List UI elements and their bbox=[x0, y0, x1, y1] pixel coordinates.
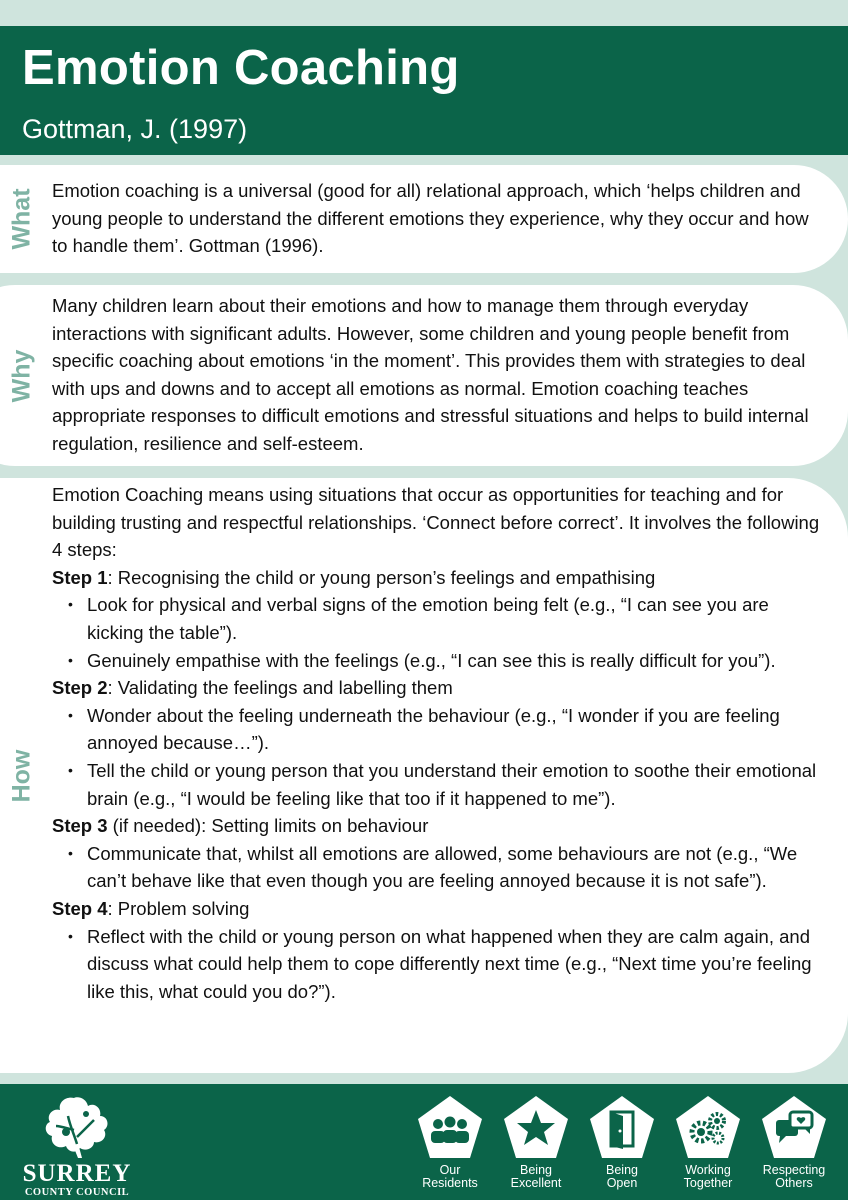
step-title: : Problem solving bbox=[107, 897, 250, 919]
step-3-heading bbox=[52, 812, 822, 840]
step-1-list bbox=[52, 591, 822, 674]
value-label-line1: Respecting bbox=[762, 1163, 826, 1177]
value-label-line1: Our bbox=[439, 1163, 461, 1177]
value-being-excellent bbox=[496, 1094, 576, 1200]
value-working-together bbox=[668, 1094, 748, 1200]
surrey-logo bbox=[22, 1092, 132, 1196]
value-label-line2: Excellent bbox=[510, 1176, 562, 1190]
step-title: : Validating the feelings and labelling them bbox=[107, 677, 453, 699]
step-3-list bbox=[52, 840, 822, 895]
residents-icon bbox=[416, 1094, 484, 1160]
value-label-line2: Others bbox=[775, 1176, 813, 1190]
step-2-heading bbox=[52, 674, 822, 702]
page-subtitle: Gottman, J. (1997) bbox=[22, 114, 248, 144]
list-item: • Genuinely empathise with the feelings (e.g., “I can see this is really difficult for you”). bbox=[52, 647, 822, 675]
step-label: Step 3 bbox=[52, 815, 108, 837]
logo-subtext: COUNTY COUNCIL bbox=[24, 1187, 130, 1198]
value-being-open bbox=[582, 1094, 662, 1200]
value-label-line1: Being bbox=[606, 1163, 638, 1177]
value-respecting-others bbox=[754, 1094, 834, 1200]
value-our-residents bbox=[410, 1094, 490, 1200]
what-label: What bbox=[7, 188, 36, 250]
step-4-heading bbox=[52, 895, 822, 923]
step-label: Step 1 bbox=[52, 566, 108, 588]
gears-icon bbox=[674, 1094, 742, 1160]
oak-leaf-icon bbox=[22, 1092, 132, 1158]
open-door-icon bbox=[588, 1094, 656, 1160]
footer-banner bbox=[0, 1084, 848, 1200]
step-title: : Recognising the child or young person’s feelings and empathising bbox=[107, 566, 656, 588]
step-1-heading bbox=[52, 564, 822, 592]
value-label-line2: Together bbox=[683, 1176, 733, 1190]
header-banner bbox=[0, 26, 848, 155]
speech-bubbles-icon bbox=[760, 1094, 828, 1160]
value-label-line1: Being bbox=[520, 1163, 552, 1177]
what-section bbox=[0, 165, 848, 273]
how-section bbox=[0, 478, 848, 1073]
list-item: • Communicate that, whilst all emotions are allowed, some behaviours are not (e.g., “We can’t behave like that even though you are feeling annoyed because it is not safe”). bbox=[52, 840, 822, 895]
list-item: • Wonder about the feeling underneath the behaviour (e.g., “I wonder if you are feeling annoyed because…”). bbox=[52, 702, 822, 757]
step-title: (if needed): Setting limits on behaviour bbox=[107, 815, 429, 837]
how-content bbox=[52, 481, 822, 1005]
star-icon bbox=[502, 1094, 570, 1160]
step-label: Step 2 bbox=[52, 677, 108, 699]
how-label: How bbox=[7, 749, 36, 802]
how-intro: Emotion Coaching means using situations that occur as opportunities for teaching and for building trusting and respectful relationships. ‘Connect before correct’. It involves the following 4 steps: bbox=[52, 484, 820, 561]
page-title: Emotion Coaching bbox=[22, 41, 460, 95]
step-2-list bbox=[52, 702, 822, 812]
value-label-line2: Residents bbox=[422, 1176, 478, 1190]
list-item: • Reflect with the child or young person on what happened when they are calm again, and discuss what could help them to cope differently next time (e.g., “Next time you’re feeling like this, what could you do?”). bbox=[52, 923, 822, 1006]
what-text: Emotion coaching is a universal (good for all) relational approach, which ‘helps children and young people to understand the different emotions they experience, why they occur and how to handle them’. Gottman (1996). bbox=[52, 180, 809, 257]
why-section bbox=[0, 285, 848, 466]
value-label-line1: Working bbox=[685, 1163, 731, 1177]
list-item: • Tell the child or young person that you understand their emotion to soothe their emotional brain (e.g., “I would be feeling like that too if it happened to me”). bbox=[52, 757, 822, 812]
logo-text: SURREY bbox=[22, 1160, 132, 1187]
list-item: • Look for physical and verbal signs of the emotion being felt (e.g., “I can see you are kicking the table”). bbox=[52, 591, 822, 646]
why-text: Many children learn about their emotions and how to manage them through everyday interactions with significant adults. However, some children and young people benefit from specific coaching about emotions ‘in the moment’. This provides them with strategies to deal with ups and downs and to accept all emotions as normal. Emotion coaching teaches appropriate responses to difficult emotions and stressful situations and helps to build internal regulation, resilience and self-esteem. bbox=[52, 295, 809, 454]
step-4-list bbox=[52, 923, 822, 1006]
step-label: Step 4 bbox=[52, 897, 108, 919]
value-label-line2: Open bbox=[606, 1176, 638, 1190]
why-label: Why bbox=[7, 349, 36, 402]
